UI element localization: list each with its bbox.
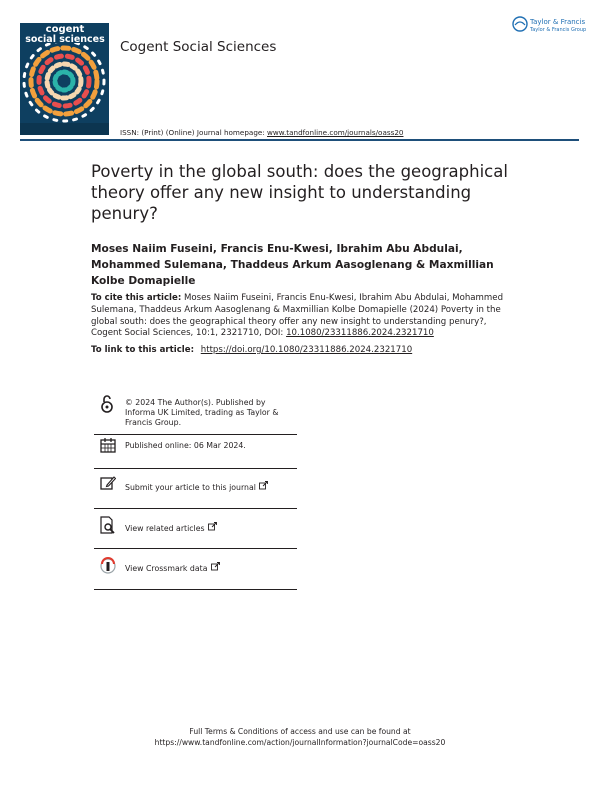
header-divider	[20, 139, 579, 141]
submit-row[interactable]	[94, 469, 297, 509]
article-authors: Moses Naiim Fuseini, Francis Enu-Kwesi, Ibrahim Abu Abdulai, Mohammed Sulemana, Thaddeus Arkum Aasoglenang & Maxmillian Kolbe Domapielle	[91, 243, 494, 287]
calendar-icon	[100, 437, 116, 453]
terms-footer-line1: Full Terms & Conditions of access and use can be found at	[189, 727, 411, 736]
related-articles-link[interactable]	[125, 522, 217, 534]
edit-icon	[100, 475, 116, 491]
article-title: Poverty in the global south: does the geographical theory offer any new insight to understanding penury?	[91, 162, 508, 223]
external-link-icon	[259, 481, 268, 490]
submit-article-link[interactable]	[125, 481, 268, 493]
issn-text: ISSN: (Print) (Online) Journal homepage:	[120, 128, 265, 137]
external-link-icon	[211, 562, 220, 571]
terms-footer-link[interactable]: https://www.tandfonline.com/action/journalInformation?journalCode=oass20	[154, 738, 446, 747]
cover-title-line2: social sciences	[25, 34, 105, 45]
journal-cover-image	[20, 23, 109, 135]
row-divider	[94, 589, 297, 590]
crossmark-link[interactable]	[125, 562, 220, 574]
article-doi-link[interactable]: https://doi.org/10.1080/23311886.2024.2321710	[200, 345, 413, 355]
publisher-logo-text	[530, 18, 586, 34]
link-label: To link to this article:	[91, 345, 195, 355]
cover-title-line1: cogent	[45, 24, 85, 35]
article-link-line	[91, 345, 521, 355]
cover-art	[20, 43, 109, 123]
journal-homepage-link[interactable]: www.tandfonline.com/journals/oass20	[267, 128, 404, 137]
related-articles-icon	[100, 516, 116, 534]
publisher-logo-line2: Taylor & Francis Group	[530, 27, 587, 33]
citation-block	[91, 293, 516, 340]
related-articles-label[interactable]: View related articles	[125, 524, 205, 533]
cover-footer-strip	[20, 123, 109, 135]
publisher-logo-icon[interactable]	[512, 16, 528, 32]
cite-doi-link[interactable]: 10.1080/23311886.2024.2321710	[286, 328, 434, 339]
journal-name[interactable]: Cogent Social Sciences	[120, 39, 277, 55]
published-row	[94, 435, 297, 469]
cite-label: To cite this article:	[91, 293, 182, 303]
license-text: © 2024 The Author(s). Published by Informa UK Limited, trading as Taylor & Francis Group.	[125, 398, 279, 427]
crossmark-label[interactable]: View Crossmark data	[125, 564, 208, 573]
cover-title	[24, 25, 106, 45]
terms-footer	[0, 726, 600, 748]
submit-article-label[interactable]: Submit your article to this journal	[125, 483, 256, 492]
issn-line	[120, 128, 403, 137]
crossmark-row[interactable]	[94, 549, 297, 590]
published-date: Published online: 06 Mar 2024.	[125, 441, 246, 450]
external-link-icon	[208, 522, 217, 531]
license-row	[94, 392, 297, 435]
publisher-logo-line1: Taylor & Francis	[530, 18, 586, 26]
crossmark-icon	[100, 557, 116, 575]
cite-text: Moses Naiim Fuseini, Francis Enu-Kwesi, Ibrahim Abu Abdulai, Mohammed Sulemana, Thaddeus Arkum Aasoglenang & Maxmillian Kolbe Domapielle (2024) Poverty in the global south: does the geographical theory offer any new insight to understanding penury?, Cogent Social Sciences, 10:1, 2321710, DOI:	[91, 293, 504, 339]
open-access-lock-icon	[100, 394, 114, 414]
related-row[interactable]	[94, 509, 297, 549]
